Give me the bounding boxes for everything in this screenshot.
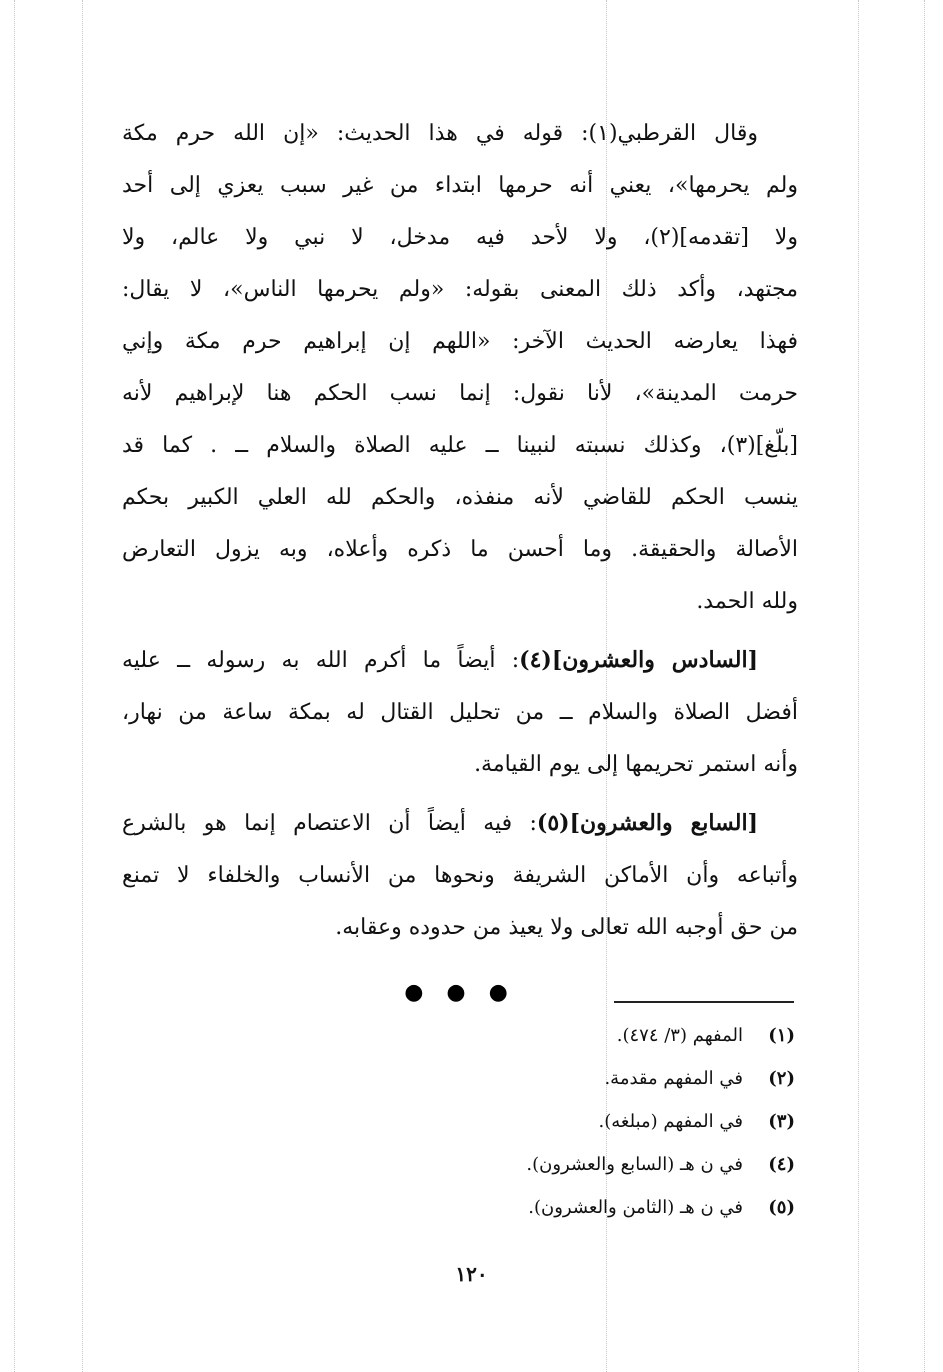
margin-guide-left-outer xyxy=(14,0,15,1372)
footnote-text: في ن هـ (الثامن والعشرون). xyxy=(528,1197,743,1218)
footnote-item xyxy=(526,1014,795,1057)
page-number: ١٢٠ xyxy=(455,1262,488,1286)
text-line: الأصالة والحقيقة. وما أحسن ما ذكره وأعلاه، وبه يزول التعارض xyxy=(122,537,798,562)
footnote-number: (٣) xyxy=(768,1111,795,1132)
section-heading: [السابع والعشرون](٥) xyxy=(536,810,758,836)
footnote-item xyxy=(526,1143,795,1186)
text-line xyxy=(122,797,798,850)
footnote-text: في المفهم مقدمة. xyxy=(604,1068,743,1089)
text-line: من حق أوجبه الله تعالى ولا يعيذ من حدوده وعقابه. xyxy=(335,915,798,940)
footnote-number: (٤) xyxy=(768,1154,795,1175)
page-body xyxy=(122,108,798,1008)
text-line: وأنه استمر تحريمها إلى يوم القيامة. xyxy=(474,752,798,777)
text-line: ولله الحمد. xyxy=(696,589,798,614)
footnote-text: في المفهم (مبلغه). xyxy=(598,1111,743,1132)
text-line: وأتباعه وأن الأماكن الشريفة ونحوها من الأنساب والخلفاء لا تمنع xyxy=(122,863,798,888)
footnote-number: (١) xyxy=(768,1025,795,1046)
footnote-item xyxy=(526,1186,795,1229)
text-line: [بلّغ](٣)، وكذلك نسبته لنبينا ــ عليه الصلاة والسلام ــ . كما قد xyxy=(122,433,799,458)
text-line: مجتهد، وأكد ذلك المعنى بقوله: «ولم يحرمها الناس»، لا يقال: xyxy=(122,277,798,302)
footnote-rule xyxy=(614,1001,794,1003)
text-line: أفضل الصلاة والسلام ــ من تحليل القتال له بمكة ساعة من نهار، xyxy=(122,700,798,725)
text-fragment: : أيضاً ما أكرم الله به رسوله ــ عليه xyxy=(122,648,520,673)
text-fragment: : فيه أيضاً أن الاعتصام إنما هو بالشرع xyxy=(122,811,537,836)
text-line: فهذا يعارضه الحديث الآخر: «اللهم إن إبراهيم حرم مكة وإني xyxy=(122,329,798,354)
footnote-text: المفهم (٣/ ٤٧٤). xyxy=(616,1025,743,1046)
paragraph-twenty-seventh xyxy=(122,797,798,954)
text-line: ولا [تقدمه](٢)، ولا لأحد فيه مدخل، لا نبي ولا عالم، ولا xyxy=(122,225,798,250)
footnote-number: (٥) xyxy=(768,1197,795,1218)
section-separator: ● ● ● xyxy=(404,980,516,1005)
text-line xyxy=(122,634,798,687)
margin-guide-left xyxy=(82,0,83,1372)
margin-guide-right xyxy=(858,0,859,1372)
text-line: حرمت المدينة»، لأنا نقول: إنما نسب الحكم هنا لإبراهيم لأنه xyxy=(122,381,798,406)
footnote-item xyxy=(526,1057,795,1100)
text-line: وقال القرطبي(١): قوله في هذا الحديث: «إن الله حرم مكة xyxy=(122,121,758,146)
paragraph-qurtubi xyxy=(122,108,798,628)
section-heading: [السادس والعشرون](٤) xyxy=(519,647,758,673)
footnote-number: (٢) xyxy=(768,1068,795,1089)
footnotes xyxy=(526,1014,795,1229)
paragraph-twenty-sixth xyxy=(122,634,798,791)
text-line: ينسب الحكم للقاضي لأنه منفذه، والحكم لله العلي الكبير بحكم xyxy=(122,485,798,510)
footnote-text: في ن هـ (السابع والعشرون). xyxy=(526,1154,743,1175)
text-line: ولم يحرمها»، يعني أنه حرمها ابتداء من غير سبب يعزي إلى أحد xyxy=(122,173,798,198)
footnote-item xyxy=(526,1100,795,1143)
margin-guide-right-outer xyxy=(924,0,925,1372)
